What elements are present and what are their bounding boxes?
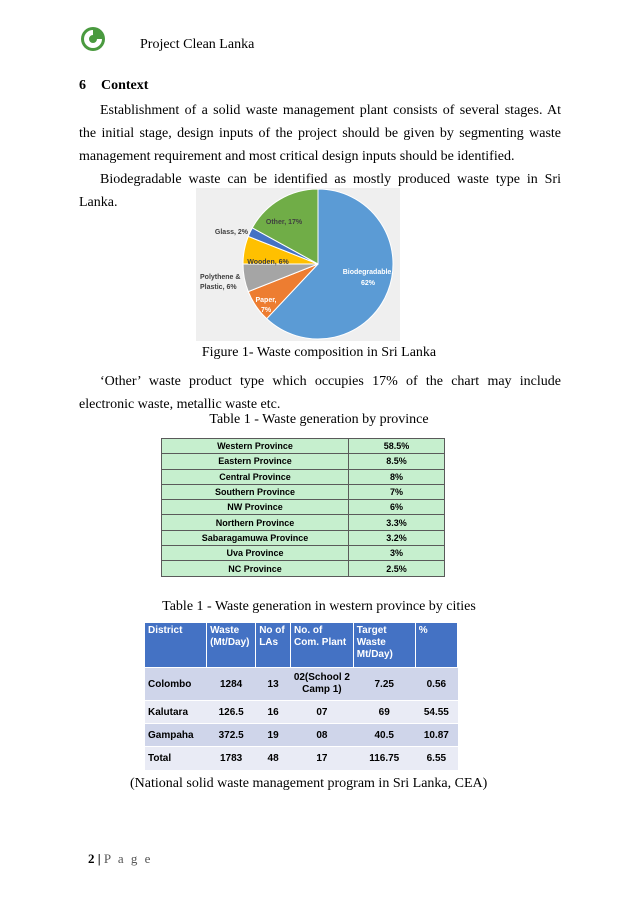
province-name: Western Province — [162, 439, 349, 454]
province-name: NW Province — [162, 500, 349, 515]
province-table — [161, 438, 445, 577]
province-name: Central Province — [162, 469, 349, 484]
province-share: 3.3% — [349, 515, 445, 530]
city-cell: 0.56 — [415, 668, 457, 701]
city-cell: 40.5 — [353, 724, 415, 747]
city-cell: 10.87 — [415, 724, 457, 747]
pie-label: Biodegradable, — [342, 269, 394, 276]
province-share: 7% — [349, 484, 445, 499]
header-title: Project Clean Lanka — [140, 37, 255, 52]
province-row — [162, 469, 445, 484]
city-cell: 1783 — [207, 747, 256, 770]
waste-pie-chart — [196, 188, 400, 341]
province-share: 58.5% — [349, 439, 445, 454]
pie-label: 7% — [260, 307, 272, 314]
page-number: 2 — [88, 851, 95, 866]
province-row — [162, 546, 445, 561]
city-cell: 07 — [291, 701, 354, 724]
city-table — [145, 623, 458, 770]
figure-caption: Figure 1- Waste composition in Sri Lanka — [201, 345, 437, 360]
page-label: P a g e — [103, 851, 153, 866]
city-cell: 02(School 2 Camp 1) — [291, 668, 354, 701]
city-cell: 6.55 — [415, 747, 457, 770]
city-cell: 116.75 — [353, 747, 415, 770]
city-cell: 16 — [256, 701, 291, 724]
city-table-header: Target Waste Mt/Day) — [353, 623, 415, 668]
paragraph-other: ‘Other’ waste product type which occupies 17% of the chart may include electronic waste, metallic waste etc. — [79, 374, 561, 412]
city-table-header: Waste (Mt/Day) — [207, 623, 256, 668]
city-cell: 08 — [291, 724, 354, 747]
section-title: Context — [101, 78, 149, 93]
province-name: Eastern Province — [162, 454, 349, 469]
province-name: Southern Province — [162, 484, 349, 499]
city-cell: 13 — [256, 668, 291, 701]
province-name: Northern Province — [162, 515, 349, 530]
province-row — [162, 454, 445, 469]
province-name: NC Province — [162, 561, 349, 576]
pie-label: Glass, 2% — [214, 229, 248, 236]
city-table-header: % — [415, 623, 457, 668]
city-cell: 126.5 — [207, 701, 256, 724]
province-row — [162, 515, 445, 530]
table2-caption: Table 1 - Waste generation in western province by cities — [162, 599, 476, 614]
city-cell: 54.55 — [415, 701, 457, 724]
pie-label: 62% — [360, 280, 376, 287]
pie-label: Polythene & — [200, 274, 241, 281]
province-share: 8% — [349, 469, 445, 484]
province-row — [162, 561, 445, 576]
city-cell: 19 — [256, 724, 291, 747]
city-cell: 7.25 — [353, 668, 415, 701]
city-row — [145, 701, 458, 724]
paragraph-biodegradable: Biodegradable waste can be identified as mostly produced waste type in Sri Lanka. — [79, 172, 561, 210]
table1-caption: Table 1 - Waste generation by province — [209, 412, 429, 427]
city-row — [145, 668, 458, 701]
province-row — [162, 484, 445, 499]
province-share: 2.5% — [349, 561, 445, 576]
city-cell: 372.5 — [207, 724, 256, 747]
section-number: 6 — [79, 78, 86, 93]
pie-label: Paper, — [255, 297, 277, 304]
source-note: (National solid waste management program in Sri Lanka, CEA) — [130, 776, 488, 791]
page-footer — [88, 851, 152, 867]
city-cell: Kalutara — [145, 701, 207, 724]
city-cell: Total — [145, 747, 207, 770]
city-table-header: No. of Com. Plant — [291, 623, 354, 668]
pie-label: Other, 17% — [265, 219, 303, 226]
city-row — [145, 724, 458, 747]
province-row — [162, 439, 445, 454]
pie-chart-figure — [196, 188, 400, 341]
city-table-header: No of LAs — [256, 623, 291, 668]
province-share: 8.5% — [349, 454, 445, 469]
province-row — [162, 500, 445, 515]
city-cell: Colombo — [145, 668, 207, 701]
province-name: Sabaragamuwa Province — [162, 530, 349, 545]
province-name: Uva Province — [162, 546, 349, 561]
province-share: 3.2% — [349, 530, 445, 545]
city-cell: 69 — [353, 701, 415, 724]
pie-label: Wooden, 6% — [247, 259, 289, 266]
province-row — [162, 530, 445, 545]
province-share: 6% — [349, 500, 445, 515]
footer-separator: | — [97, 851, 101, 866]
city-cell: Gampaha — [145, 724, 207, 747]
city-row — [145, 747, 458, 770]
paragraph-intro: Establishment of a solid waste management plant consists of several stages. At the initial stage, design inputs of the project should be given by segmenting waste management requirement and most critical design inputs should be identified. — [79, 103, 561, 164]
pie-label: Plastic, 6% — [200, 284, 237, 291]
project-logo-icon — [80, 26, 106, 52]
city-cell: 48 — [256, 747, 291, 770]
province-share: 3% — [349, 546, 445, 561]
section-heading — [79, 78, 148, 94]
city-cell: 17 — [291, 747, 354, 770]
city-cell: 1284 — [207, 668, 256, 701]
city-table-header: District — [145, 623, 207, 668]
